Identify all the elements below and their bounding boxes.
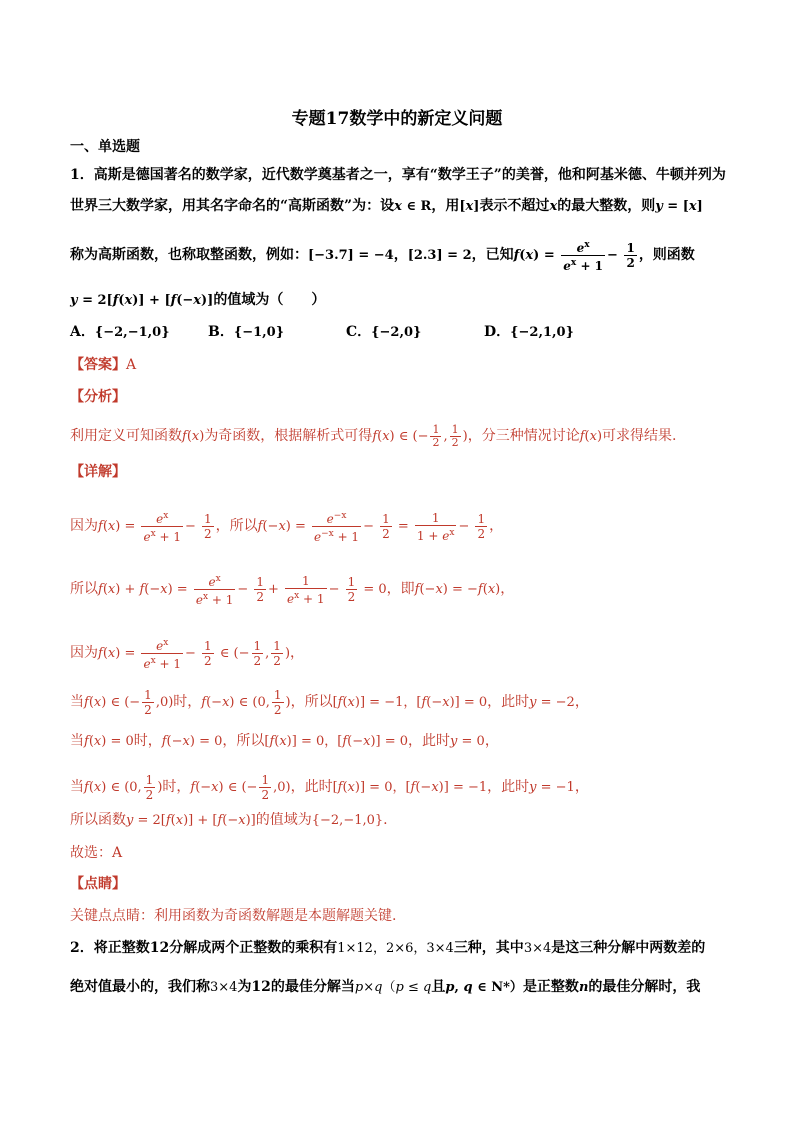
q1-line-1: [70, 165, 730, 185]
math-detail-16: [f(x)] = 0，[f(−x)] = −1: [332, 780, 488, 795]
q1-options: [70, 322, 730, 343]
math-detail-9: y = −2: [529, 695, 575, 710]
math-example-1: [−3.7] = −4: [308, 248, 394, 263]
math-y-function: y = 2[f(x)] + [f(−x)]: [70, 293, 214, 308]
math-detail-18: y = 2[f(x)] + [f(−x)]: [126, 813, 256, 828]
math-x-in-r: x ∈ R: [394, 199, 432, 214]
math-detail-15: f(−x) ∈ (− $\frac{1}{2}$ ,0): [190, 773, 291, 802]
math-f-definition: f(x) = $\frac{e^x}{e^x + 1}$ − $\frac{1}{2}$: [513, 240, 635, 273]
math-detail-10: f(x) = 0: [84, 734, 134, 749]
math-fx: f(x): [182, 429, 205, 444]
answer-label: 【答案】: [70, 357, 126, 373]
q1-text-1: 高斯是德国著名的数学家，近代数学奠基者之一，享有“数学王子”的美誉，他和阿基米德、牛顿并列为: [93, 167, 726, 183]
math-detail-13: y = 0: [450, 734, 485, 749]
math-fx-range: f(x) ∈ (− $\frac{1}{2}$ , $\frac{1}{2}$ ): [372, 423, 468, 449]
q1-line-2: [70, 196, 730, 217]
q1-text-3c: ，已知: [471, 247, 514, 263]
math-detail-11: f(−x) = 0: [161, 734, 223, 749]
math-q2-7: n: [578, 980, 589, 995]
q1-text-3a: 称为高斯函数，也称取整函数，例如：: [70, 247, 308, 263]
math-detail-14: f(x) ∈ (0, $\frac{1}{2}$ ): [84, 773, 163, 802]
math-example-2: [2.3] = 2: [407, 248, 472, 263]
detail-line-4: 当f(x) ∈ (− $\frac{1}{2}$ ,0)时，f(−x) ∈ (0, $\frac{1}{2}$ )，所以[f(x)] = −1，[f(−x)] = 0，此时y = −2，: [70, 688, 589, 717]
option-b[interactable]: B．{−1,0}: [208, 324, 285, 340]
math-detail-7: f(−x) ∈ (0, $\frac{1}{2}$ ): [201, 688, 291, 717]
q1-text-2b: ，用: [431, 198, 460, 214]
math-q2-1: 1×12，2×6，3×4: [337, 941, 454, 956]
analysis-label: 【分析】: [70, 389, 126, 405]
answer-line: [70, 355, 730, 375]
detail-line-7: 所以函数y = 2[f(x)] + [f(−x)]的值域为{−2,−1,0}.: [70, 812, 388, 828]
q1-text-3d: ，则函数: [638, 247, 695, 263]
option-a[interactable]: A．{−2,−1,0}: [70, 324, 170, 340]
math-fx-2: f(x): [579, 429, 603, 444]
q2-line-1: 2．将正整数12分解成两个正整数的乘积有1×12，2×6，3×4三种，其中3×4是这三种分解中两数差的: [70, 940, 706, 956]
q1-text-2a: 世界三大数学家，用其名字命名的“高斯函数”为：设: [70, 198, 395, 214]
detail-line-1: 因为f(x) = $\frac{e^x}{e^x + 1}$ − $\frac{1}{2}$ ，所以f(−x) = $\frac{e^{-x}}{e^{-x} + 1}$ − $\frac{1}{2}$ = $\frac{1}{1 + e^x}$ − $\frac{1}{2}$ ，: [70, 510, 504, 544]
comment-label: 【点睛】: [70, 876, 126, 892]
math-bracket-x: [x]: [459, 199, 480, 214]
detail-line-2: 所以f(x) + f(−x) = $\frac{e^x}{e^x + 1}$ − $\frac{1}{2}$ + $\frac{1}{e^x + 1}$ − $\frac{1}{2}$ = 0，即f(−x) = −f(x)，: [70, 573, 515, 607]
q1-text-2d: 的最大整数，则: [557, 198, 656, 214]
math-q2-3: 3×4: [210, 980, 238, 995]
detail-label: 【详解】: [70, 464, 126, 480]
math-detail-1: f(x) = $\frac{e^x}{e^x + 1}$ − $\frac{1}{2}$: [98, 511, 212, 544]
math-detail-3: f(x) + f(−x) = $\frac{e^x}{e^x + 1}$ − $\frac{1}{2}$ + $\frac{1}{e^x + 1}$ − $\frac{1}{2}$ = 0: [98, 573, 387, 607]
math-q2-5: （p ≤ q: [382, 980, 432, 995]
detail-choice: 故选：A: [70, 845, 123, 861]
math-q2-6: p, q ∈ N*）: [445, 980, 523, 995]
section-heading: 一、单选题: [70, 139, 140, 155]
math-detail-8: [f(x)] = −1，[f(−x)] = 0: [332, 695, 488, 710]
math-detail-2: f(−x) = $\frac{e^{-x}}{e^{-x} + 1}$ − $\frac{1}{2}$ = $\frac{1}{1 + e^x}$ − $\frac{1}{2}$: [257, 510, 486, 544]
q1-line-4: [70, 290, 730, 311]
detail-line-6: 当f(x) ∈ (0, $\frac{1}{2}$ )时，f(−x) ∈ (− $\frac{1}{2}$ ,0)，此时[f(x)] = 0，[f(−x)] = −1，此时y = −1，: [70, 773, 589, 802]
math-x: x: [549, 199, 558, 214]
comment-text: 关键点点睛：利用函数为奇函数解题是本题解题关键.: [70, 908, 397, 924]
math-detail-12: [f(x)] = 0，[f(−x)] = 0: [264, 734, 409, 749]
q1-line-3: [70, 238, 730, 273]
option-d[interactable]: D．{−2,1,0}: [484, 324, 574, 340]
q2-number: 2．: [70, 940, 94, 956]
q1-number: 1．: [70, 167, 94, 183]
answer-value: A: [126, 357, 137, 373]
detail-line-3: 因为f(x) = $\frac{e^x}{e^x + 1}$ − $\frac{1}{2}$ ∈ (− $\frac{1}{2}$ , $\frac{1}{2}$ )，: [70, 638, 305, 671]
detail-line-5: 当f(x) = 0时，f(−x) = 0，所以[f(x)] = 0，[f(−x)] = 0，此时y = 0，: [70, 733, 499, 749]
math-q2-2: 3×4: [523, 941, 552, 956]
page-title: 专题17数学中的新定义问题: [291, 109, 503, 129]
q2-line-2: 绝对值最小的，我们称3×4为12的最佳分解当p×q（p ≤ q且p, q ∈ N*）是正整数n的最佳分解时，我: [70, 979, 701, 995]
math-detail-19: {−2,−1,0}: [311, 813, 384, 828]
analysis-text: 利用定义可知函数f(x)为奇函数，根据解析式可得f(x) ∈ (− $\frac{1}{2}$ , $\frac{1}{2}$ )，分三种情况讨论f(x)可求得结果.: [70, 423, 677, 449]
math-detail-6: f(x) ∈ (− $\frac{1}{2}$ ,0): [84, 688, 174, 717]
math-q2-4: p×q: [354, 980, 383, 995]
math-detail-5: f(x) = $\frac{e^x}{e^x + 1}$ − $\frac{1}{2}$ ∈ (− $\frac{1}{2}$ , $\frac{1}{2}$ ): [98, 638, 291, 671]
q1-text-4b: 的值域为（ ）: [213, 292, 326, 308]
math-detail-4: f(−x) = −f(x): [414, 582, 501, 597]
q1-text-2c: 表示不超过: [479, 198, 550, 214]
math-detail-17: y = −1: [529, 780, 575, 795]
option-c[interactable]: C．{−2,0}: [346, 324, 422, 340]
q1-text-3b: ，: [393, 247, 408, 263]
math-y-eq-bracket-x: y = [x]: [655, 199, 703, 214]
